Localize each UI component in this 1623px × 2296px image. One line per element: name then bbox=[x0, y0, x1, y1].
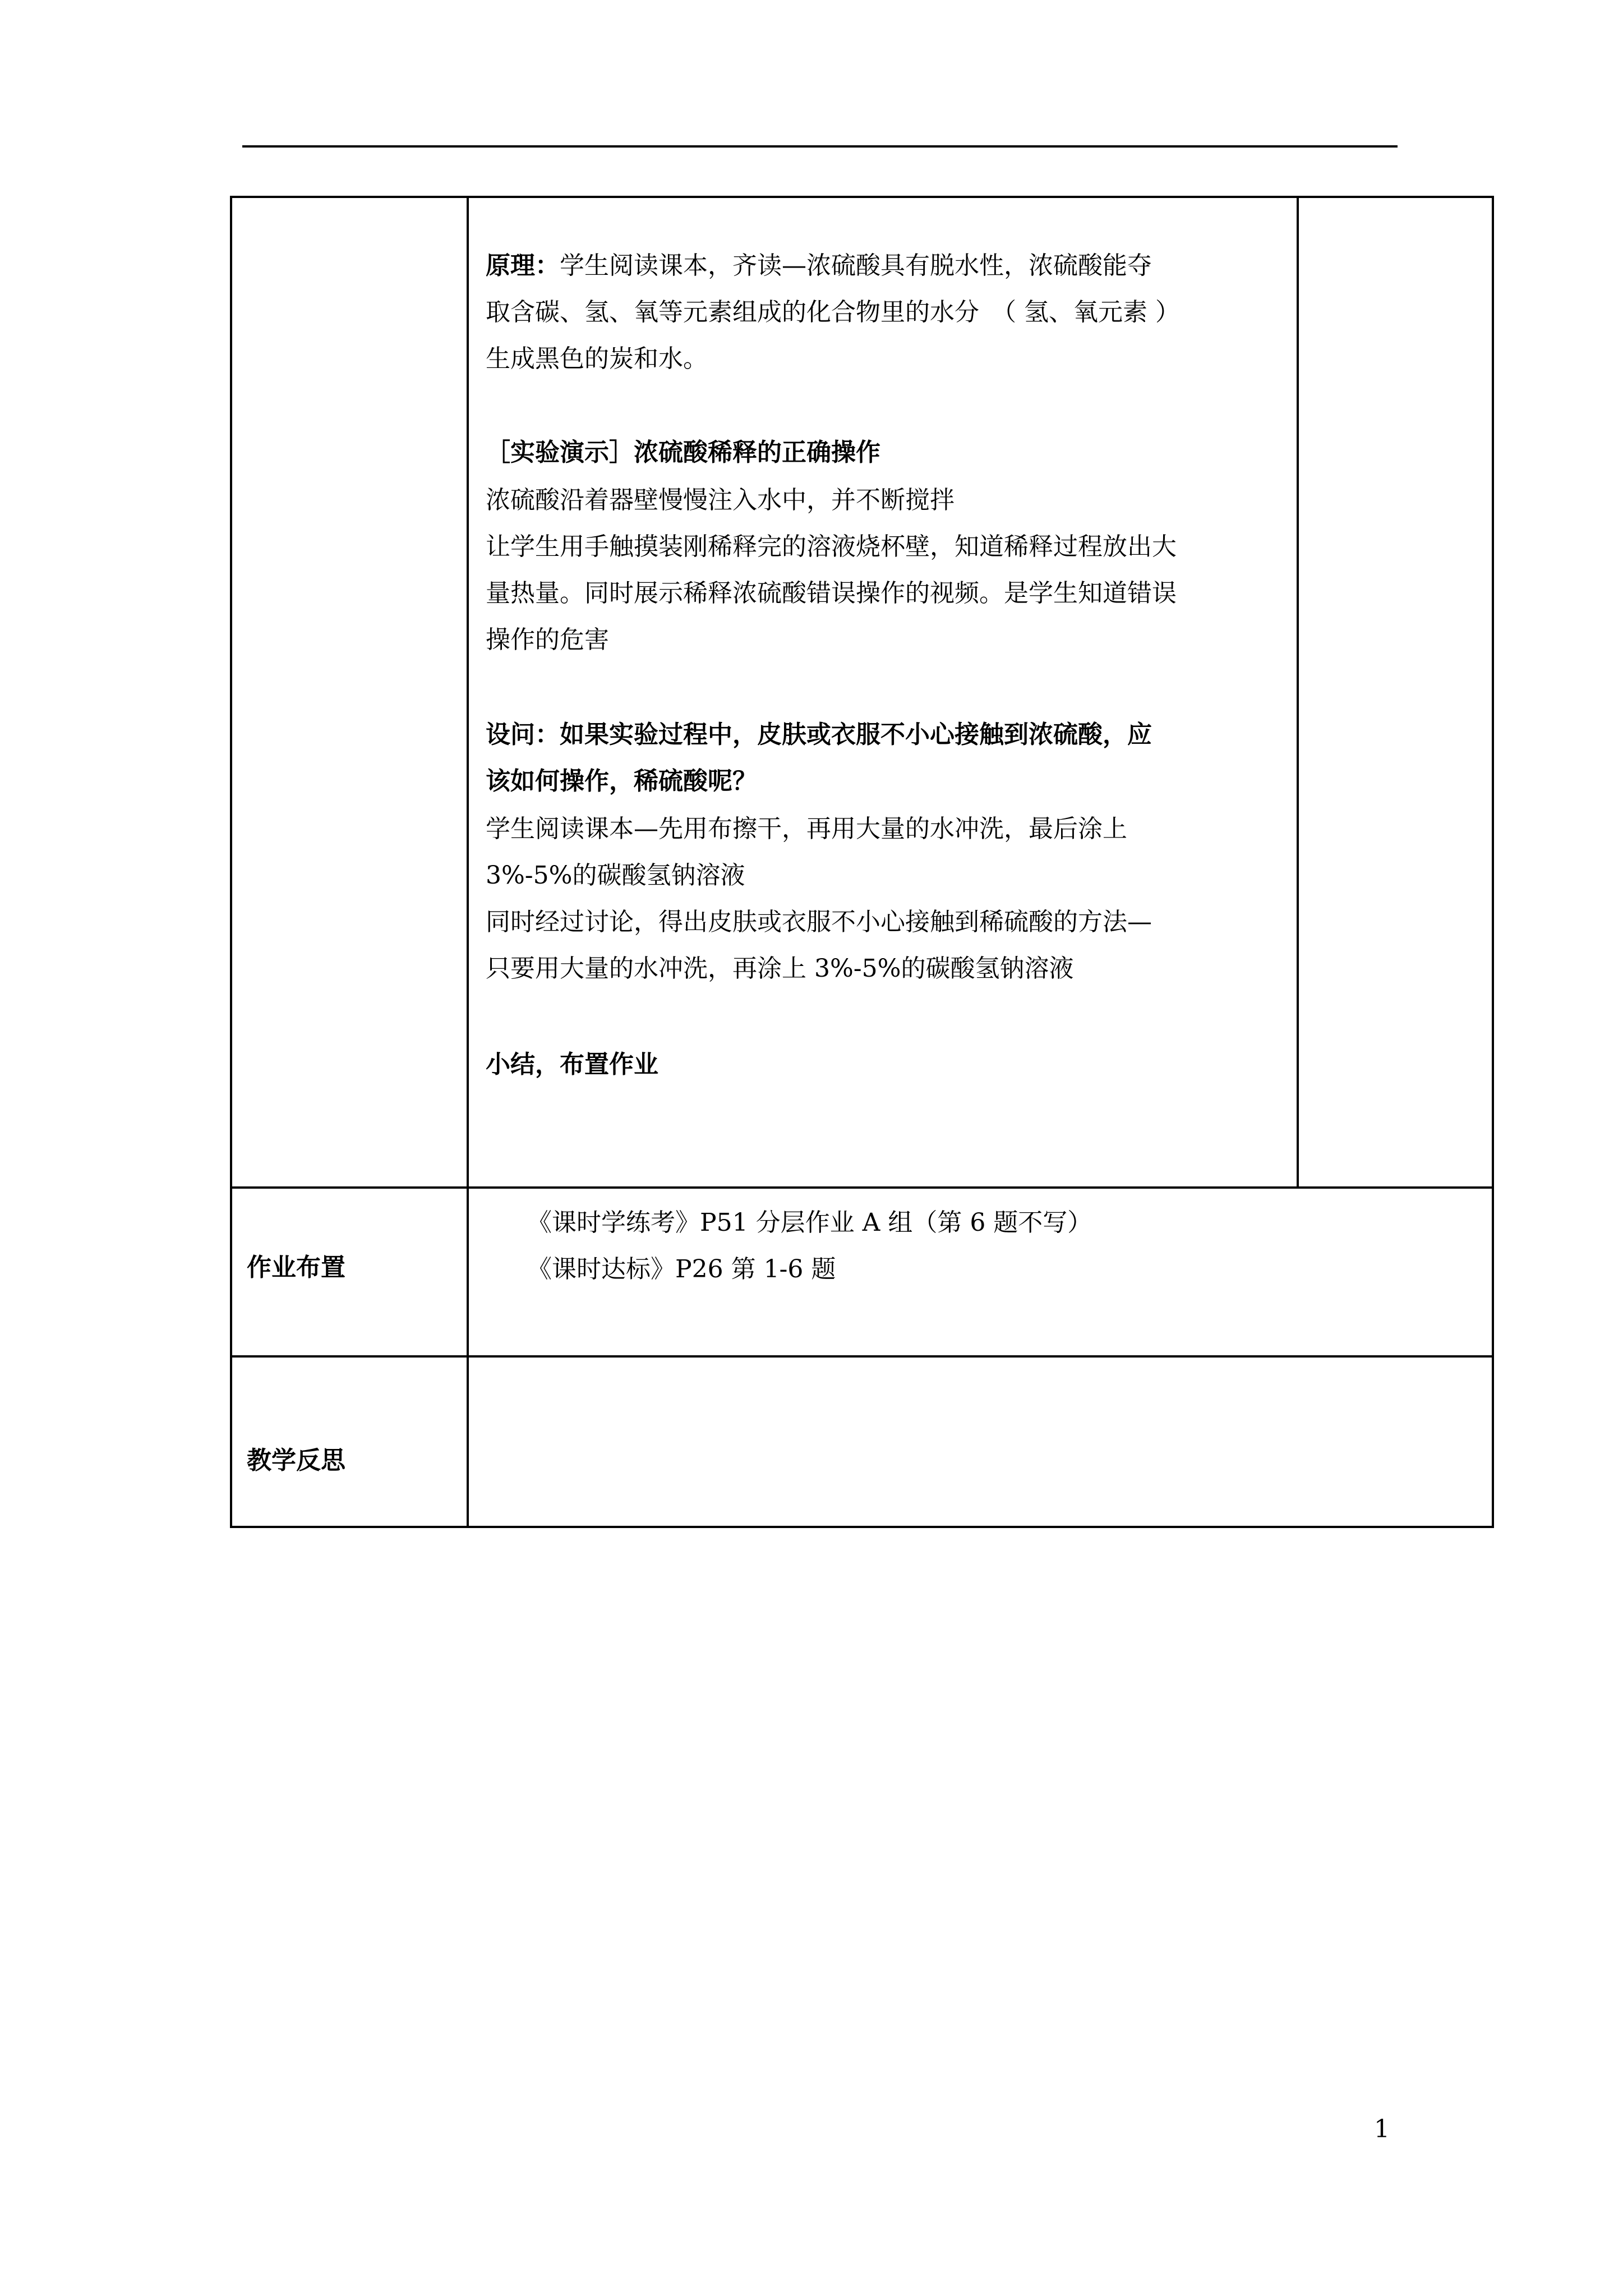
table-col-divider bbox=[467, 196, 469, 1528]
principle-line-2: 取含碳、氢、氧等元素组成的化合物里的水分 （ 氢、氧元素 ） bbox=[486, 298, 1180, 326]
homework-label: 作业布置 bbox=[247, 1253, 345, 1282]
question-line-1: 设问：如果实验过程中，皮肤或衣服不小心接触到浓硫酸，应 bbox=[486, 720, 1152, 749]
question-line-2: 该如何操作，稀硫酸呢？ bbox=[486, 767, 757, 795]
header-rule bbox=[242, 145, 1398, 148]
principle-line-1 bbox=[486, 242, 1152, 289]
principle-label: 原理： bbox=[486, 251, 560, 280]
table-right-border bbox=[1492, 196, 1494, 1528]
demo-line-2: 让学生用手触摸装刚稀释完的溶液烧杯壁，知道稀释过程放出大 bbox=[486, 532, 1177, 561]
table-row-divider-2 bbox=[230, 1355, 1494, 1358]
answer-line-2: 3%-5%的碳酸氢钠溶液 bbox=[486, 861, 745, 890]
principle-text: 学生阅读课本，齐读—浓硫酸具有脱水性，浓硫酸能夺 bbox=[560, 251, 1152, 280]
reflection-label: 教学反思 bbox=[247, 1446, 345, 1475]
table-left-border bbox=[230, 196, 232, 1528]
summary-line: 小结，布置作业 bbox=[486, 1050, 658, 1079]
table-bottom-border bbox=[230, 1526, 1494, 1528]
table-inner-col-divider bbox=[1297, 196, 1299, 1189]
demo-line-4: 操作的危害 bbox=[486, 625, 609, 654]
demo-line-3: 量热量。同时展示稀释浓硫酸错误操作的视频。是学生知道错误 bbox=[486, 579, 1177, 608]
homework-line-2: 《课时达标》P26 第 1-6 题 bbox=[527, 1255, 836, 1283]
homework-line-1: 《课时学练考》P51 分层作业 A 组（第 6 题不写） bbox=[527, 1208, 1092, 1237]
answer-line-4: 只要用大量的水冲洗，再涂上 3%-5%的碳酸氢钠溶液 bbox=[486, 954, 1074, 983]
answer-line-3: 同时经过讨论，得出皮肤或衣服不小心接触到稀硫酸的方法— bbox=[486, 908, 1152, 936]
table-top-border bbox=[230, 196, 1494, 198]
page-number: 1 bbox=[1374, 2115, 1390, 2143]
table-row-divider-1 bbox=[230, 1186, 1494, 1189]
demo-line-1: 浓硫酸沿着器壁慢慢注入水中，并不断搅拌 bbox=[486, 486, 955, 514]
demo-title: ［实验演示］浓硫酸稀释的正确操作 bbox=[486, 438, 880, 467]
principle-line-3: 生成黑色的炭和水。 bbox=[486, 344, 708, 373]
answer-line-1: 学生阅读课本—先用布擦干，再用大量的水冲洗，最后涂上 bbox=[486, 815, 1127, 843]
